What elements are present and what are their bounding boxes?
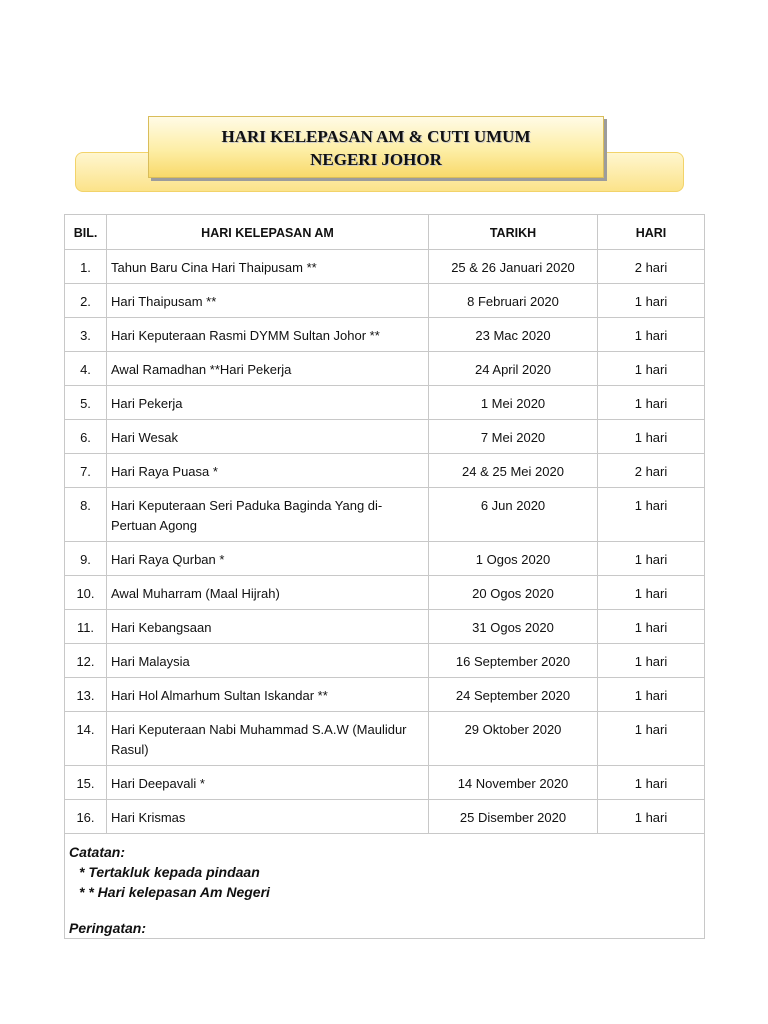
holiday-name: Awal Ramadhan **Hari Pekerja	[107, 352, 429, 386]
holiday-name: Hari Keputeraan Nabi Muhammad S.A.W (Maulidur Rasul)	[107, 712, 429, 766]
holiday-date: 31 Ogos 2020	[429, 610, 598, 644]
table-row	[65, 542, 705, 576]
column-header-hari: HARI	[598, 215, 705, 250]
notes-spacer	[69, 902, 700, 918]
table-row	[65, 678, 705, 712]
table-header-row	[65, 215, 705, 250]
table-row	[65, 488, 705, 542]
table-row	[65, 712, 705, 766]
holiday-date: 20 Ogos 2020	[429, 576, 598, 610]
holiday-days: 2 hari	[598, 454, 705, 488]
holiday-days: 1 hari	[598, 576, 705, 610]
holiday-name: Hari Raya Qurban *	[107, 542, 429, 576]
column-header-tarikh: TARIKH	[429, 215, 598, 250]
holiday-date: 25 Disember 2020	[429, 800, 598, 834]
column-header-hari-kelepasan-am: HARI KELEPASAN AM	[107, 215, 429, 250]
holiday-days: 1 hari	[598, 386, 705, 420]
holiday-days: 1 hari	[598, 284, 705, 318]
column-header-bil: BIL.	[65, 215, 107, 250]
holiday-days: 1 hari	[598, 610, 705, 644]
holiday-date: 8 Februari 2020	[429, 284, 598, 318]
note-state-holiday: * * Hari kelepasan Am Negeri	[79, 884, 270, 900]
holiday-date: 1 Mei 2020	[429, 386, 598, 420]
holiday-date: 24 September 2020	[429, 678, 598, 712]
holiday-date: 14 November 2020	[429, 766, 598, 800]
holiday-days: 1 hari	[598, 542, 705, 576]
table-row	[65, 644, 705, 678]
row-number: 4.	[65, 352, 107, 386]
notes-heading: Catatan:	[69, 844, 126, 860]
holiday-date: 1 Ogos 2020	[429, 542, 598, 576]
holiday-days: 1 hari	[598, 766, 705, 800]
page-title-line1: HARI KELEPASAN AM & CUTI UMUM	[221, 127, 531, 146]
page-title-line2: NEGERI JOHOR	[310, 150, 442, 169]
table-row	[65, 250, 705, 284]
table-row	[65, 284, 705, 318]
row-number: 10.	[65, 576, 107, 610]
row-number: 2.	[65, 284, 107, 318]
holiday-days: 1 hari	[598, 488, 705, 542]
table-row	[65, 420, 705, 454]
notes-cell	[65, 834, 705, 939]
table-row	[65, 352, 705, 386]
table-row	[65, 318, 705, 352]
table-row	[65, 800, 705, 834]
holiday-name: Hari Hol Almarhum Sultan Iskandar **	[107, 678, 429, 712]
holiday-date: 24 April 2020	[429, 352, 598, 386]
table-row	[65, 454, 705, 488]
holiday-name: Hari Pekerja	[107, 386, 429, 420]
holiday-days: 1 hari	[598, 318, 705, 352]
holiday-date: 29 Oktober 2020	[429, 712, 598, 766]
table-row	[65, 386, 705, 420]
row-number: 9.	[65, 542, 107, 576]
holiday-name: Hari Raya Puasa *	[107, 454, 429, 488]
holiday-date: 7 Mei 2020	[429, 420, 598, 454]
table-row	[65, 610, 705, 644]
row-number: 13.	[65, 678, 107, 712]
holiday-days: 1 hari	[598, 712, 705, 766]
row-number: 3.	[65, 318, 107, 352]
row-number: 8.	[65, 488, 107, 542]
holiday-name: Hari Krismas	[107, 800, 429, 834]
row-number: 14.	[65, 712, 107, 766]
row-number: 5.	[65, 386, 107, 420]
row-number: 7.	[65, 454, 107, 488]
holiday-name: Hari Keputeraan Seri Paduka Baginda Yang di-Pertuan Agong	[107, 488, 429, 542]
holiday-name: Hari Kebangsaan	[107, 610, 429, 644]
row-number: 15.	[65, 766, 107, 800]
holiday-name: Tahun Baru Cina Hari Thaipusam **	[107, 250, 429, 284]
row-number: 11.	[65, 610, 107, 644]
holiday-name: Hari Wesak	[107, 420, 429, 454]
row-number: 1.	[65, 250, 107, 284]
holiday-table	[64, 214, 705, 939]
holiday-days: 1 hari	[598, 420, 705, 454]
table-row	[65, 766, 705, 800]
row-number: 12.	[65, 644, 107, 678]
row-number: 16.	[65, 800, 107, 834]
warning-heading: Peringatan:	[69, 920, 147, 936]
holiday-name: Hari Deepavali *	[107, 766, 429, 800]
holiday-date: 16 September 2020	[429, 644, 598, 678]
holiday-days: 1 hari	[598, 352, 705, 386]
table-row	[65, 576, 705, 610]
holiday-days: 2 hari	[598, 250, 705, 284]
holiday-days: 1 hari	[598, 800, 705, 834]
holiday-name: Hari Thaipusam **	[107, 284, 429, 318]
holiday-name: Hari Keputeraan Rasmi DYMM Sultan Johor **	[107, 318, 429, 352]
holiday-date: 6 Jun 2020	[429, 488, 598, 542]
title-box	[148, 116, 604, 178]
holiday-days: 1 hari	[598, 644, 705, 678]
holiday-date: 23 Mac 2020	[429, 318, 598, 352]
holiday-date: 24 & 25 Mei 2020	[429, 454, 598, 488]
note-amendment: * Tertakluk kepada pindaan	[79, 864, 260, 880]
notes-row	[65, 834, 705, 939]
holiday-date: 25 & 26 Januari 2020	[429, 250, 598, 284]
holiday-days: 1 hari	[598, 678, 705, 712]
row-number: 6.	[65, 420, 107, 454]
holiday-name: Awal Muharram (Maal Hijrah)	[107, 576, 429, 610]
holiday-name: Hari Malaysia	[107, 644, 429, 678]
